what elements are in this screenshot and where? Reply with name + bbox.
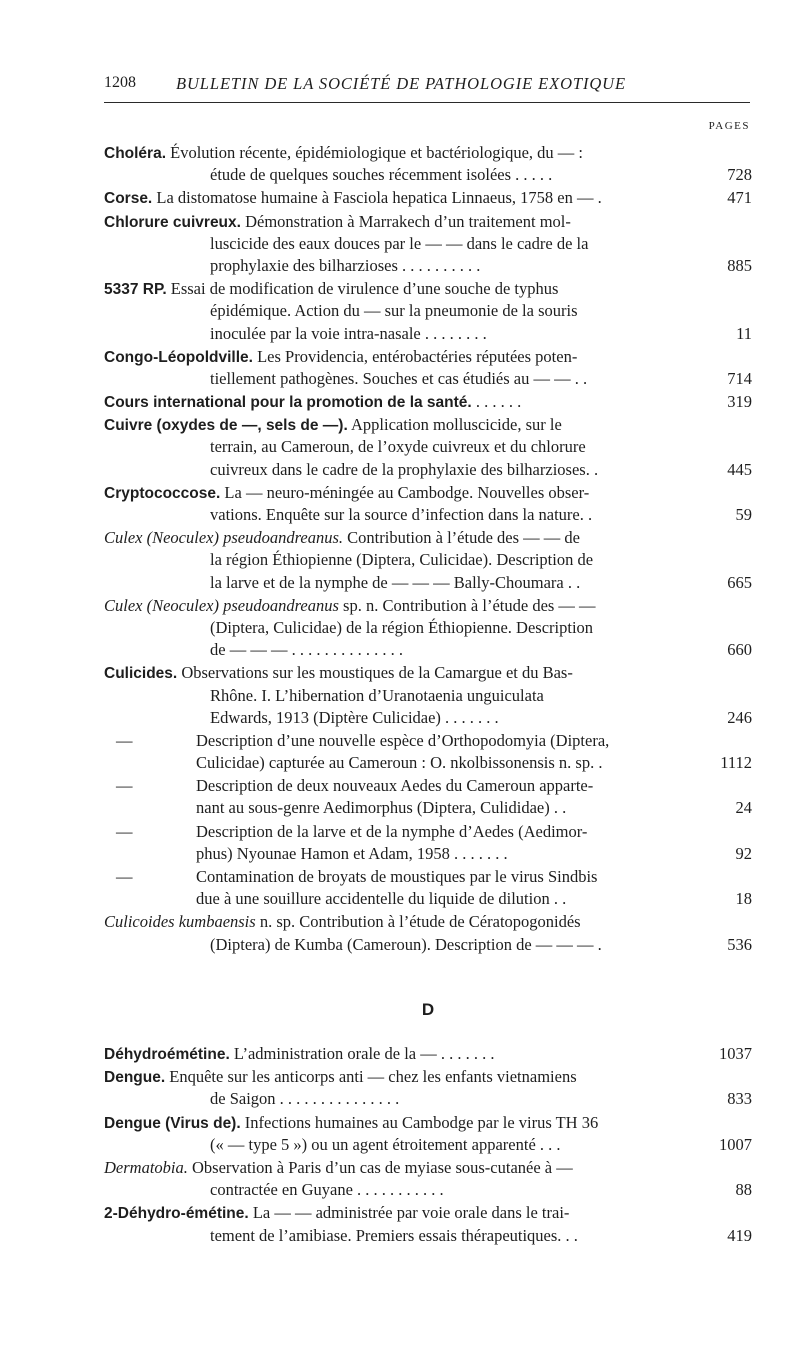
index-entry [104, 911, 752, 955]
entry-heading: Déhydroémétine. [104, 1046, 230, 1063]
entry-text: Rhône. I. L’hibernation d’Uranotaenia unguiculata [210, 685, 544, 705]
entry-line [104, 797, 752, 819]
entry-page-number: 1037 [719, 1044, 752, 1063]
index-section-d [104, 1043, 752, 1248]
entry-text: Observation à Paris d’un cas de myiase sous-cutanée à — [187, 1157, 573, 1177]
entry-text: La — — administrée par voie orale dans le trai- [248, 1203, 570, 1223]
entry-line [104, 527, 752, 549]
entry-text: Infections humaines au Cambodge par le virus TH 36 [240, 1112, 599, 1132]
entry-page-number: 833 [727, 1089, 752, 1109]
entry-heading: Dengue. [104, 1069, 166, 1087]
entry-heading: Culex (Neoculex) pseudoandreanus. [104, 528, 344, 548]
index-entry [104, 1157, 752, 1201]
index-entry [104, 187, 752, 209]
entry-page-number: 1112 [720, 753, 752, 773]
entry-text: due à une souillure accidentelle du liquide de dilution . . [196, 889, 567, 909]
entry-page-number: 885 [727, 255, 752, 275]
entry-line [104, 278, 752, 300]
index-entry [104, 1043, 752, 1065]
index-entry [104, 346, 752, 390]
entry-text: Enquête sur les anticorps anti — chez les enfants vietnamiens [165, 1067, 577, 1087]
entry-line [104, 323, 752, 345]
entry-text: contractée en Guyane . . . . . . . . . . . [210, 1180, 444, 1200]
entry-line [104, 549, 752, 571]
entry-line [104, 662, 752, 684]
entry-text: de — — — . . . . . . . . . . . . . . [210, 640, 403, 660]
entry-text: Description de la larve et de la nymphe d’Aedes (Aedimor- [196, 821, 588, 841]
entry-heading: Choléra. [104, 145, 167, 162]
section-letter: D [421, 1000, 435, 1019]
entry-line [104, 459, 752, 481]
entry-page-number: 1007 [719, 1134, 752, 1154]
entry-text: la larve et de la nymphe de — — — Bally-Choumara . . [210, 572, 581, 592]
entry-text: tiellement pathogènes. Souches et cas étudiés au — — . . [210, 368, 588, 388]
entry-line [104, 233, 752, 255]
entry-line [104, 775, 752, 797]
index-entry [104, 391, 752, 413]
entry-heading: Corse. [104, 190, 153, 208]
ditto-dash: — [116, 821, 133, 841]
entry-line [104, 1134, 752, 1156]
entry-page-number: 88 [735, 1180, 752, 1200]
entry-text: Application molluscicide, sur le [347, 415, 562, 435]
journal-title: BULLETIN DE LA SOCIÉTÉ DE PATHOLOGIE EXOTIQUE [176, 74, 626, 93]
entry-heading: Culicides. [104, 665, 178, 683]
entry-line [104, 211, 752, 233]
entry-line [104, 1088, 752, 1110]
entry-line [104, 685, 752, 707]
entry-text: Contribution à l’étude des — — de [343, 528, 580, 548]
entry-line [104, 391, 752, 413]
entry-line [104, 1112, 752, 1134]
index-entry [104, 414, 752, 481]
entry-line [104, 1066, 752, 1088]
entry-heading: Culex (Neoculex) pseudoandreanus [104, 595, 339, 615]
entry-page-number: 11 [736, 323, 752, 343]
index-entry [104, 278, 752, 345]
entry-heading: Congo-Léopoldville. [104, 348, 253, 366]
entry-text: étude de quelques souches récemment isolées . . . . . [210, 165, 553, 185]
entry-heading: 5337 RP. [104, 281, 167, 299]
entry-line [104, 821, 752, 843]
entry-page-number: 660 [727, 640, 752, 660]
entry-heading: Chlorure cuivreux. [104, 213, 241, 231]
entry-text: Démonstration à Marrakech d’un traitement mol- [240, 211, 571, 231]
entry-line [104, 707, 752, 729]
index-entry [104, 142, 752, 186]
entry-text: terrain, au Cameroun, de l’oxyde cuivreux et du chlorure [210, 437, 586, 457]
entry-text: Observations sur les moustiques de la Camargue et du Bas- [177, 663, 573, 683]
entry-text: L’administration orale de la — . . . . . . . [229, 1044, 495, 1063]
index-entry [104, 730, 752, 774]
entry-text: (Diptera, Culicidae) de la région Éthiopienne. Description [210, 617, 594, 637]
entry-text: prophylaxie des bilharzioses . . . . . . . . . . [210, 255, 481, 275]
entry-text: phus) Nyounae Hamon et Adam, 1958 . . . . . . . [196, 843, 508, 863]
entry-page-number: 445 [727, 459, 752, 479]
entry-text: Description d’une nouvelle espèce d’Orthopodomyia (Diptera, [196, 730, 610, 750]
entry-line [104, 1202, 752, 1224]
index-entry [104, 775, 752, 819]
entry-line [104, 888, 752, 910]
entry-line [104, 911, 752, 933]
entry-text: n. sp. Contribution à l’étude de Cératopogonidés [255, 912, 581, 932]
entry-text: Les Providencia, entérobactéries réputées poten- [252, 346, 578, 366]
index-section-c [104, 142, 752, 957]
entry-text: Edwards, 1913 (Diptère Culicidae) . . . . . . . [210, 707, 499, 727]
ditto-dash: — [116, 730, 133, 750]
index-entry [104, 595, 752, 662]
entry-heading: Dengue (Virus de). [104, 1114, 241, 1132]
entry-heading: Cryptococcose. [104, 484, 221, 502]
index-entry [104, 866, 752, 910]
pages-column-label: PAGES [708, 120, 750, 132]
entry-heading: Culicoides kumbaensis [104, 912, 256, 932]
entry-line [104, 572, 752, 594]
entry-line [104, 617, 752, 639]
entry-text: (« — type 5 ») ou un agent étroitement apparenté . . . [210, 1134, 561, 1154]
running-head [104, 72, 750, 103]
entry-line [104, 368, 752, 390]
entry-text: épidémique. Action du — sur la pneumonie de la souris [210, 301, 578, 321]
entry-page-number: 246 [727, 707, 752, 727]
page-number: 1208 [104, 74, 136, 91]
entry-page-number: 665 [727, 572, 752, 592]
entry-line [104, 639, 752, 661]
entry-line [104, 436, 752, 458]
entry-text: La — neuro-méningée au Cambodge. Nouvelles obser- [220, 482, 590, 502]
entry-line [104, 1179, 752, 1201]
entry-line [104, 866, 752, 888]
entry-line [104, 1043, 752, 1065]
index-entry [104, 821, 752, 865]
entry-line [104, 595, 752, 617]
ditto-dash: — [116, 867, 133, 886]
entry-line [104, 1157, 752, 1179]
entry-text: luscicide des eaux douces par le — — dans le cadre de la [210, 233, 589, 253]
entry-line [104, 142, 752, 164]
entry-line [104, 934, 752, 956]
entry-line [104, 300, 752, 322]
entry-page-number: 24 [735, 798, 752, 818]
entry-text: vations. Enquête sur la source d’infection dans la nature. . [210, 505, 593, 524]
entry-line [104, 255, 752, 277]
entry-page-number: 471 [727, 188, 752, 208]
entry-text: tement de l’amibiase. Premiers essais thérapeutiques. . . [210, 1225, 578, 1245]
entry-line [104, 1225, 752, 1247]
index-entry [104, 211, 752, 278]
entry-page-number: 714 [727, 368, 752, 388]
entry-line [104, 346, 752, 368]
entry-text: nant au sous-genre Aedimorphus (Diptera, Culididae) . . [196, 798, 567, 818]
entry-heading: Cuivre (oxydes de —, sels de —). [104, 417, 348, 435]
entry-text: Contamination de broyats de moustiques par le virus Sindbis [196, 867, 598, 886]
entry-page-number: 536 [727, 934, 752, 954]
entry-heading: Dermatobia. [104, 1157, 188, 1177]
entry-page-number: 18 [735, 889, 752, 909]
index-entry [104, 482, 752, 526]
entry-page-number: 319 [727, 392, 752, 412]
entry-text: la région Éthiopienne (Diptera, Culicidae). Description de [210, 550, 594, 570]
entry-text: Culicidae) capturée au Cameroun : O. nkolbissonensis n. sp. . [196, 753, 603, 773]
entry-text: Essai de modification de virulence d’une souche de typhus [166, 279, 559, 299]
entry-line [104, 843, 752, 865]
entry-text: cuivreux dans le cadre de la prophylaxie des bilharzioses. . [210, 459, 599, 479]
entry-text: Évolution récente, épidémiologique et bactériologique, du — : [166, 143, 583, 162]
entry-page-number: 728 [727, 165, 752, 185]
index-entry [104, 662, 752, 729]
index-entry [104, 1112, 752, 1156]
entry-text: sp. n. Contribution à l’étude des — — [338, 595, 596, 615]
entry-heading: 2-Déhydro-émétine. [104, 1205, 249, 1223]
entry-text: inoculée par la voie intra-nasale . . . . . . . . [210, 323, 487, 343]
entry-line [104, 504, 752, 526]
entry-line [104, 187, 752, 209]
entry-page-number: 59 [735, 505, 752, 524]
index-entry [104, 1066, 752, 1110]
ditto-dash: — [116, 776, 133, 796]
entry-line [104, 164, 752, 186]
entry-line [104, 482, 752, 504]
entry-text: . . . . . . [471, 392, 522, 412]
entry-text: de Saigon . . . . . . . . . . . . . . . [210, 1089, 400, 1109]
index-entry [104, 527, 752, 594]
entry-text: Description de deux nouveaux Aedes du Cameroun apparte- [196, 776, 594, 796]
entry-heading: Cours international pour la promotion de la santé. [104, 394, 472, 412]
entry-line [104, 730, 752, 752]
entry-text: (Diptera) de Kumba (Cameroun). Description de — — — . [210, 934, 602, 954]
entry-page-number: 419 [727, 1225, 752, 1245]
entry-page-number: 92 [735, 843, 752, 863]
index-entry [104, 1202, 752, 1246]
entry-text: La distomatose humaine à Fasciola hepatica Linnaeus, 1758 en — . [152, 188, 602, 208]
entry-line [104, 414, 752, 436]
entry-line [104, 752, 752, 774]
